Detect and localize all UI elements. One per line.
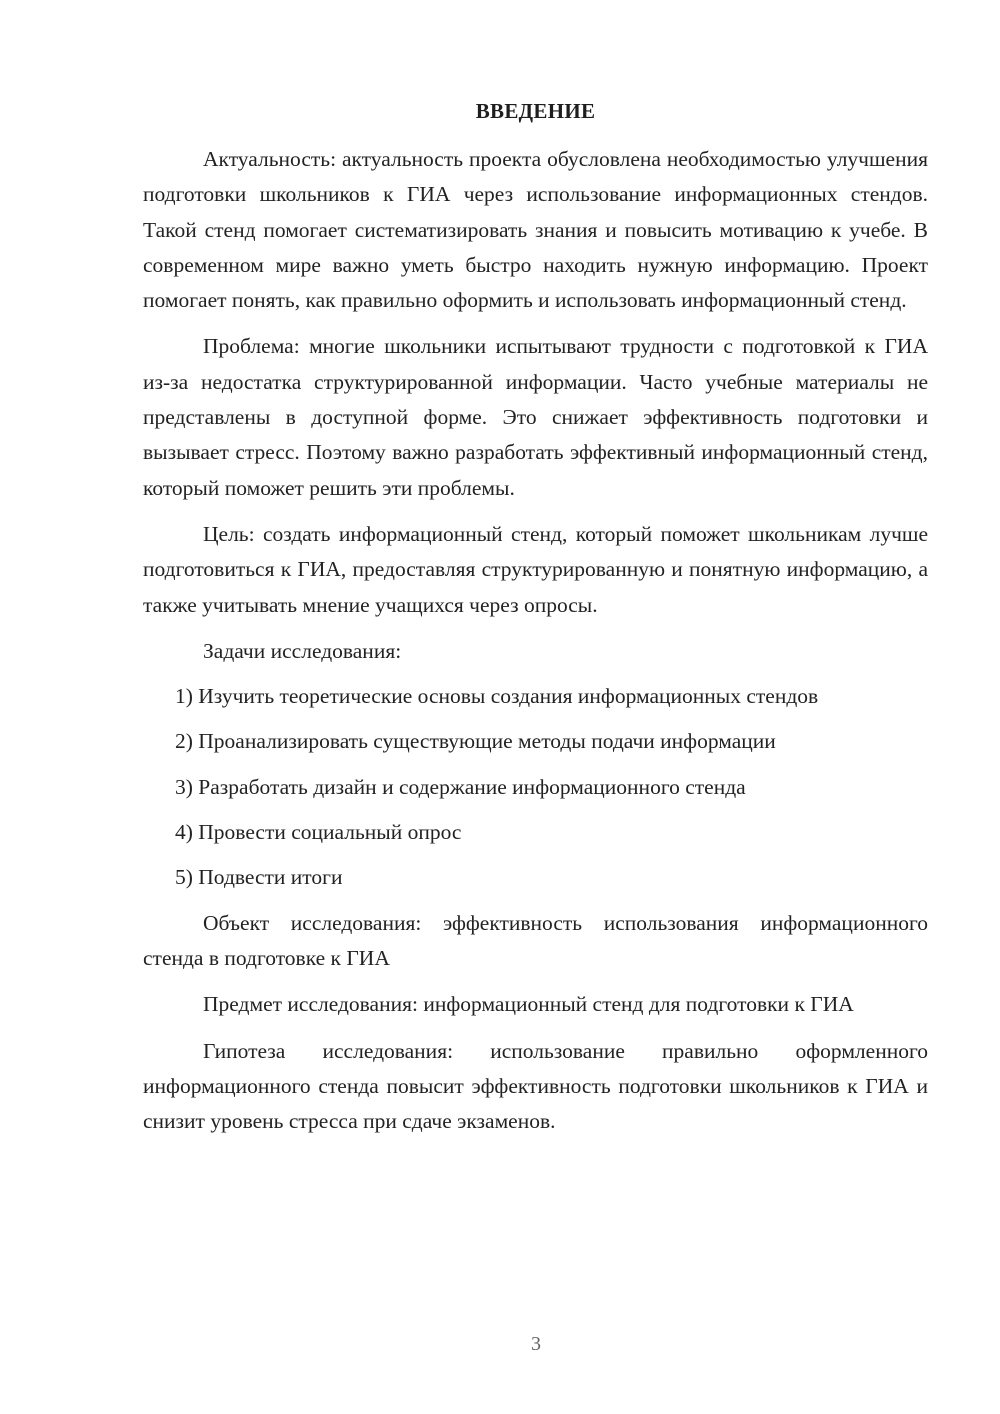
page-number: 3 [531, 1333, 541, 1355]
task-item-5: 5) Подвести итоги [175, 865, 343, 890]
task-item-2: 2) Проанализировать существующие методы подачи информации [175, 729, 776, 754]
paragraph-hypothesis: Гипотеза исследования: использование правильно оформленного информационного стенда повысит эффективность подготовки школьников к ГИА и снизит уровень стресса при сдаче экзаменов. [143, 1038, 928, 1134]
task-item-3: 3) Разработать дизайн и содержание информационного стенда [175, 774, 746, 799]
paragraph-object: Объект исследования: эффективность использования информационного стенда в подготовке к ГИА [143, 910, 928, 970]
page-content [143, 94, 928, 1139]
tasks-heading: Задачи исследования: [203, 638, 402, 663]
task-item-1: 1) Изучить теоретические основы создания информационных стендов [175, 684, 819, 709]
paragraph-goal: Цель: создать информационный стенд, который поможет школьникам лучше подготовиться к ГИА, предоставляя структурированную и понятную информацию, а также учитывать мнение учащихся через опросы. [143, 521, 928, 617]
paragraph-problem: Проблема: многие школьники испытывают трудности с подготовкой к ГИА из-за недостатка структурированной информации. Часто учебные материалы не представлены в доступной форме. Это снижает эффективность подготовки и вызывает стресс. Поэтому важно разработать эффективный информационный стенд, который поможет решить эти проблемы. [143, 334, 928, 500]
task-item-4: 4) Провести социальный опрос [175, 820, 462, 845]
page-title: ВВЕДЕНИЕ [475, 99, 596, 123]
paragraph-subject: Предмет исследования: информационный стенд для подготовки к ГИА [203, 992, 854, 1017]
paragraph-relevance: Актуальность: актуальность проекта обусловлена необходимостью улучшения подготовки школьников к ГИА через использование информационных стендов. Такой стенд помогает систематизировать знания и повысить мотивацию к учебе. В современном мире важно уметь быстро находить нужную информацию. Проект помогает понять, как правильно оформить и использовать информационный стенд. [143, 147, 928, 313]
